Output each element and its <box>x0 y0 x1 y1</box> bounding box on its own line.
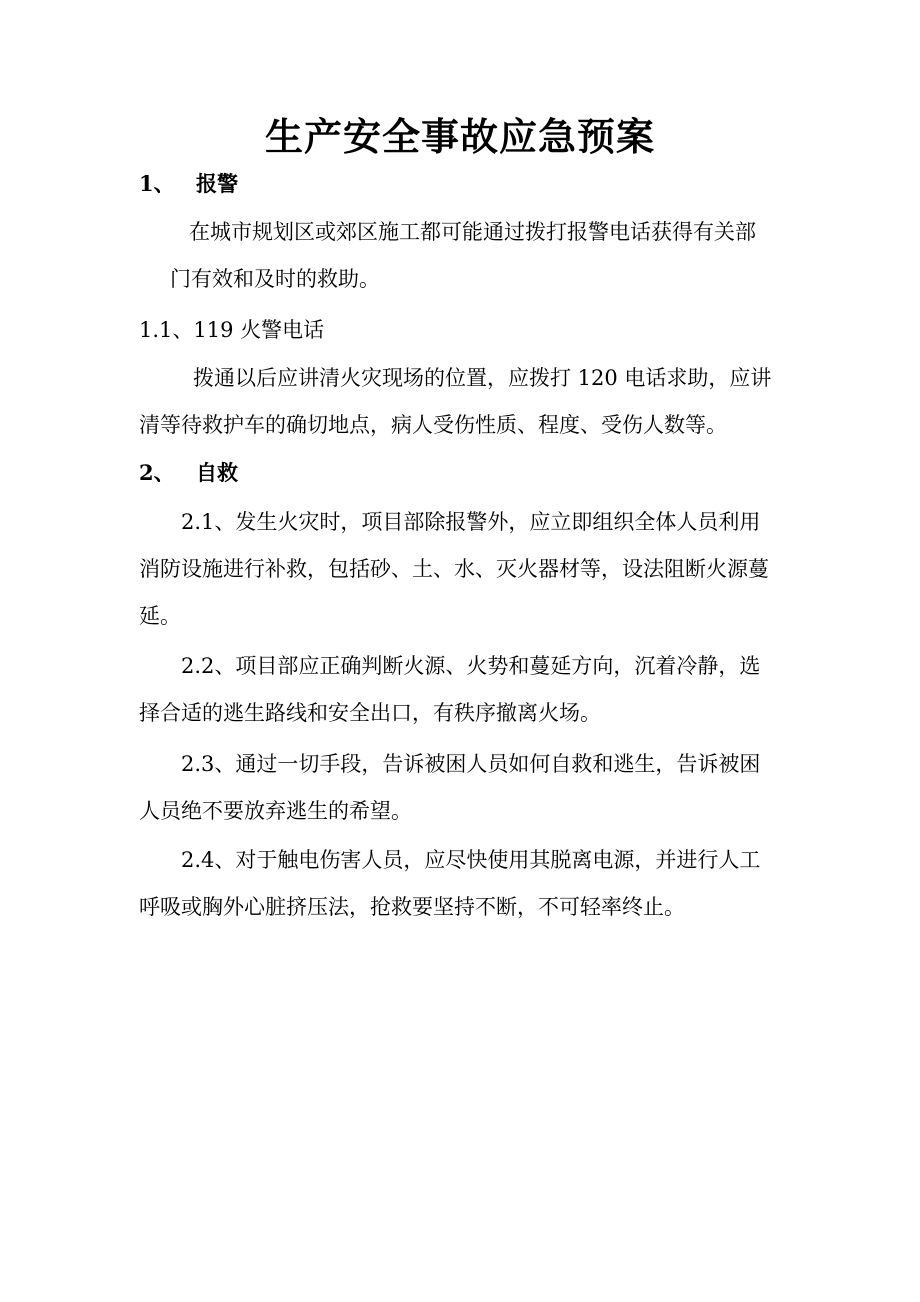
paragraph-line: 延。 <box>139 604 181 628</box>
section-1-number: 1、 <box>139 171 175 196</box>
paragraph-line: 人员绝不要放弃逃生的希望。 <box>139 799 412 823</box>
paragraph-line: 2.1、发生火灾时，项目部除报警外，应立即组织全体人员利用 <box>181 510 761 534</box>
subsection-1-1-title: 1.1、119 火警电话 <box>139 318 325 342</box>
section-2-title: 自救 <box>196 460 238 485</box>
document-title: 生产安全事故应急预案 <box>264 114 655 159</box>
item-2-4 <box>139 837 781 931</box>
item-2-3 <box>139 741 781 835</box>
section-1-heading <box>139 169 238 199</box>
subsection-1-1-paragraph <box>139 355 781 449</box>
paragraph-line: 门有效和及时的救助。 <box>170 267 380 291</box>
item-2-2 <box>139 643 781 737</box>
paragraph-line: 2.3、通过一切手段，告诉被困人员如何自救和逃生，告诉被困 <box>181 752 761 776</box>
paragraph-line: 2.4、对于触电伤害人员，应尽快使用其脱离电源，并进行人工 <box>181 848 761 872</box>
section-1-paragraph <box>139 209 781 303</box>
paragraph-line: 清等待救护车的确切地点，病人受伤性质、程度、受伤人数等。 <box>139 413 727 437</box>
paragraph-line: 择合适的逃生路线和安全出口，有秩序撤离火场。 <box>139 701 601 725</box>
section-2-number: 2、 <box>139 460 175 485</box>
paragraph-line: 拨通以后应讲清火灾现场的位置，应拨打 120 电话求助，应讲 <box>193 366 772 390</box>
section-1-title: 报警 <box>196 171 238 196</box>
paragraph-line: 消防设施进行补救，包括砂、土、水、灭火器材等，设法阻断火源蔓 <box>139 557 769 581</box>
paragraph-line: 在城市规划区或郊区施工都可能通过拨打报警电话获得有关部 <box>189 220 756 244</box>
section-2-heading <box>139 458 238 488</box>
paragraph-line: 呼吸或胸外心脏挤压法，抢救要坚持不断，不可轻率终止。 <box>139 895 685 919</box>
item-2-1 <box>139 499 781 640</box>
paragraph-line: 2.2、项目部应正确判断火源、火势和蔓延方向，沉着冷静，选 <box>181 654 761 678</box>
